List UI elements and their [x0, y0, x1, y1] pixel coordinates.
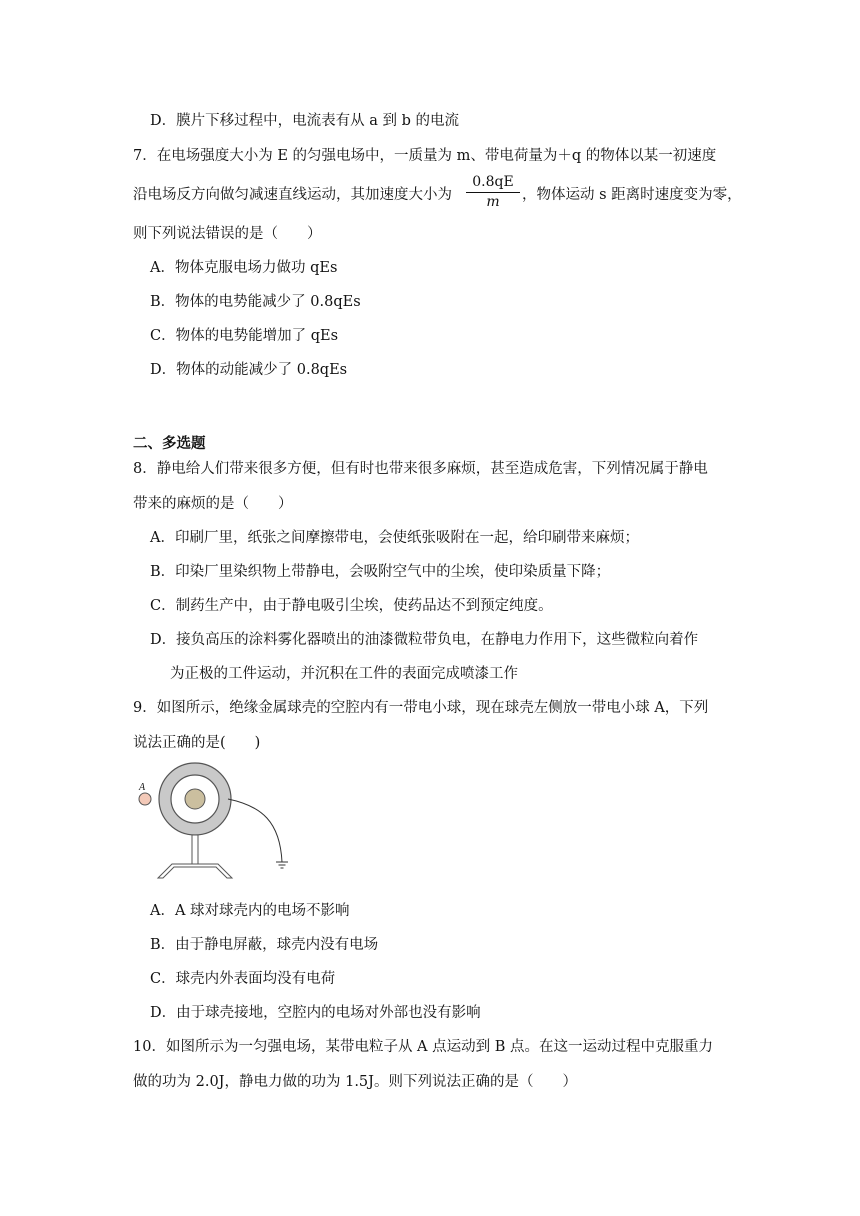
q8-option-a: A．印刷厂里，纸张之间摩擦带电，会使纸张吸附在一起，给印刷带来麻烦； [150, 530, 639, 546]
q8-stem-line1: 8．静电给人们带来很多方便，但有时也带来很多麻烦，甚至造成危害，下列情况属于静电 [133, 461, 708, 477]
q10-stem-line1: 10．如图所示为一匀强电场，某带电粒子从 A 点运动到 B 点。在这一运动过程中克服重力 [133, 1039, 714, 1055]
q8-option-c: C．制药生产中，由于静电吸引尘埃，使药品达不到预定纯度。 [150, 598, 553, 614]
q9-option-a: A．A 球对球壳内的电场不影响 [150, 903, 350, 919]
q10-stem-line2: 做的功为 2.0J，静电力做的功为 1.5J。则下列说法正确的是（ ） [133, 1074, 577, 1090]
q8-stem-line2: 带来的麻烦的是（ ） [133, 496, 293, 512]
ball-a [139, 793, 151, 805]
q8-option-d-line2: 为正极的工件运动，并沉积在工件的表面完成喷漆工作 [170, 666, 518, 682]
q7-option-d: D．物体的动能减少了 0.8qEs [150, 362, 348, 378]
q7-option-a: A．物体克服电场力做功 qEs [150, 260, 338, 276]
q6-option-d: D．膜片下移过程中，电流表有从 a 到 b 的电流 [150, 113, 459, 129]
q9-option-d: D．由于球壳接地，空腔内的电场对外部也没有影响 [150, 1005, 481, 1021]
q9-option-c: C．球壳内外表面均没有电荷 [150, 971, 336, 987]
q8-option-b: B．印染厂里染织物上带静电，会吸附空气中的尘埃，使印染质量下降； [150, 564, 611, 580]
q7-option-b: B．物体的电势能减少了 0.8qEs [150, 294, 361, 310]
q9-stem-line2: 说法正确的是( ) [133, 735, 261, 751]
ground-wire [228, 799, 282, 862]
q9-stem-line1: 9．如图所示，绝缘金属球壳的空腔内有一带电小球，现在球壳左侧放一带电小球 A，下列 [133, 700, 709, 716]
stand-base [158, 864, 232, 878]
stand-pole [192, 835, 198, 864]
inner-charged-ball [185, 789, 205, 809]
q7-stem-line2b: ，物体运动 s 距离时速度变为零， [522, 187, 742, 203]
q7-stem-line1: 7．在电场强度大小为 E 的匀强电场中，一质量为 m、带电荷量为＋q 的物体以某一初速度 [133, 148, 717, 164]
q7-stem-line3: 则下列说法错误的是（ ） [133, 226, 322, 242]
q7-option-c: C．物体的电势能增加了 qEs [150, 328, 339, 344]
q7-stem-line2a: 沿电场反方向做匀减速直线运动，其加速度大小为 [133, 187, 452, 203]
q7-fraction-denominator: m [486, 194, 500, 210]
q7-fraction-numerator: 0.8qE [466, 173, 520, 193]
section-heading-multiple-choice: 二、多选题 [133, 435, 206, 452]
q8-option-d-line1: D．接负高压的涂料雾化器喷出的油漆微粒带负电，在静电力作用下，这些微粒向着作 [150, 632, 699, 648]
q9-option-b: B．由于静电屏蔽，球壳内没有电场 [150, 937, 379, 953]
ball-a-label: A [139, 782, 146, 793]
